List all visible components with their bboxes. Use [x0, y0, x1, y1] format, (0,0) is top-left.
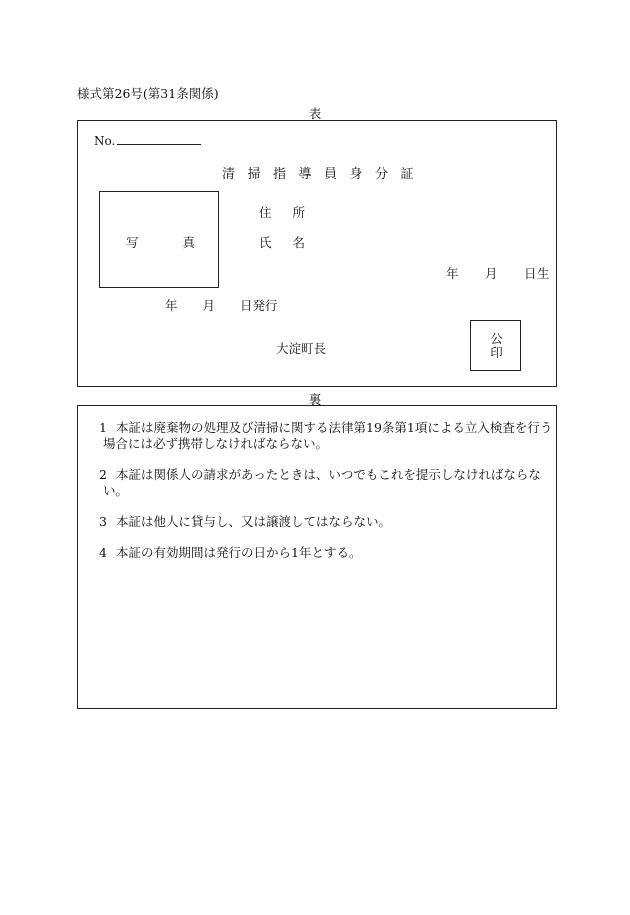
- issuer-label: 大淀町長: [276, 341, 327, 356]
- photo-label: 写真: [126, 235, 240, 250]
- note-number: 3: [99, 514, 107, 529]
- seal-char-2: 印: [490, 345, 503, 360]
- card-number-label: No.: [94, 134, 116, 148]
- note-text: 本証は廃棄物の処理及び清掃に関する法律第19条第1項による立入検査を行う場合には必ず携帯しなければならない。: [103, 420, 553, 451]
- address-label: 住所: [259, 205, 327, 220]
- card-title: 清掃指導員身分証: [222, 167, 427, 182]
- note-item: [93, 467, 555, 499]
- back-side-label: 裏: [308, 392, 322, 407]
- note-number: 2: [99, 467, 107, 482]
- note-number: 1: [99, 420, 107, 435]
- issue-date-label: 年 月 日発行: [165, 298, 278, 313]
- birth-date-label: 年 月 日生: [446, 266, 551, 281]
- card-number-blank: [117, 133, 201, 145]
- name-label: 氏名: [259, 235, 327, 250]
- note-item: [93, 420, 555, 452]
- form-number-label: 様式第26号(第31条関係): [77, 86, 219, 101]
- note-number: 4: [99, 545, 107, 560]
- card-number-field: [94, 133, 201, 148]
- note-text: 本証の有効期間は発行の日から1年とする。: [116, 545, 362, 560]
- note-text: 本証は関係人の請求があったときは、いつでもこれを提示しなければならない。: [103, 467, 541, 498]
- official-seal-text: [471, 332, 522, 360]
- seal-char-1: 公: [490, 331, 503, 346]
- notes-list: [93, 420, 555, 576]
- note-item: [93, 514, 555, 530]
- note-text: 本証は他人に貸与し、又は譲渡してはならない。: [116, 514, 392, 529]
- note-item: [93, 545, 555, 561]
- official-seal-box: [470, 320, 521, 371]
- front-side-label: 表: [308, 106, 322, 121]
